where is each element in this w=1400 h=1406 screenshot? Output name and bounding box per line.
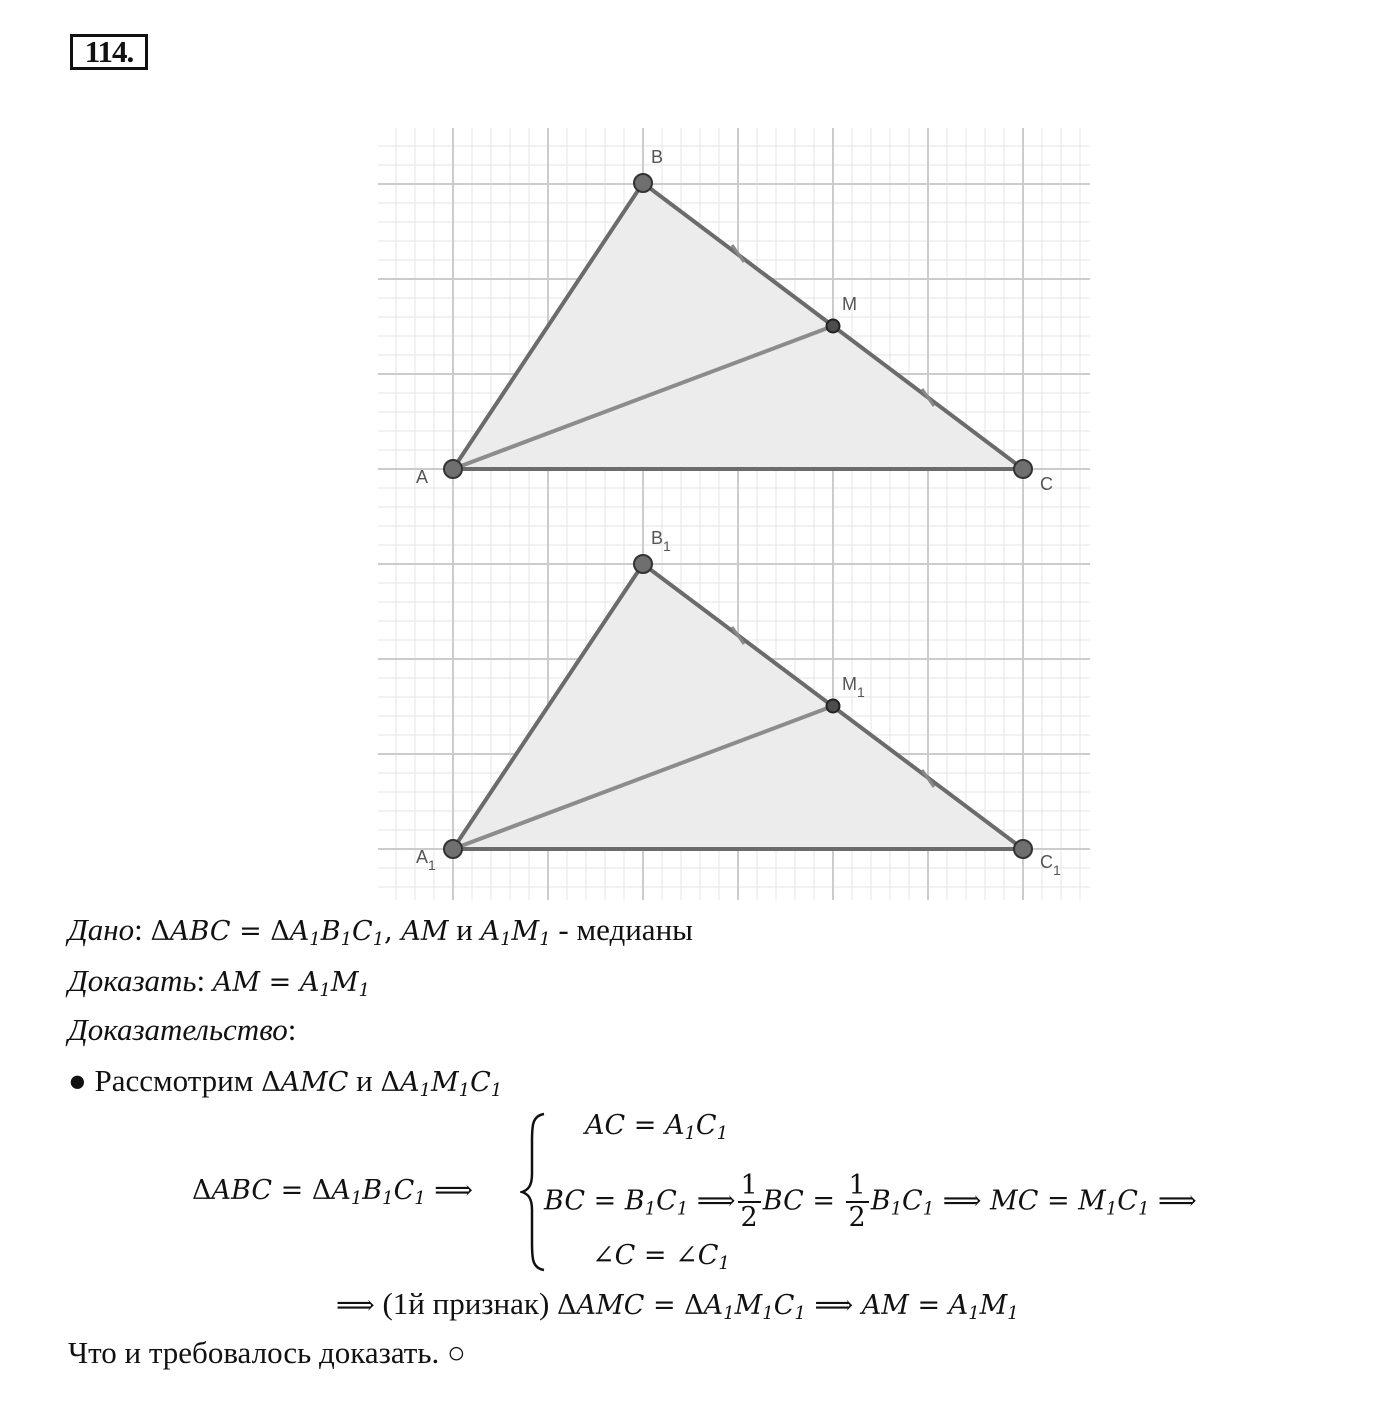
prove-sep: :	[196, 963, 213, 998]
given-sep: :	[134, 912, 151, 947]
triangles-figure	[378, 128, 1094, 904]
given-line: Дано: $\Delta ABC = \Delta A_1B_1C_1$, AM и $A_1M_1$ - медианы	[68, 912, 693, 950]
curly-brace	[520, 1112, 546, 1272]
given-label: Дано	[68, 912, 135, 947]
point-c1	[1014, 840, 1032, 858]
system-row-2: BC = $B_1C_1$ ⟹ $\frac{1}{2}$ BC = $\frac{1}{2}$ $B_1C_1$ ⟹ MC = $M_1C_1$ ⟹	[544, 1170, 1197, 1233]
given-tail: - медианы	[550, 912, 693, 947]
consider-line: ● Рассмотрим ΔAMC и $\Delta A_1M_1C_1$	[68, 1063, 503, 1101]
label-c1: $C_1$	[1040, 852, 1061, 878]
conclusion: Что и требовалось доказать. ○	[68, 1335, 466, 1370]
criterion-line: ⟹ (1й признак) $\Delta AMC = \Delta A_1M_1C_1$ ⟹ AM = $A_1M_1$	[336, 1286, 1019, 1324]
point-m1	[827, 700, 840, 713]
given-and: и	[448, 912, 481, 947]
point-m	[827, 320, 840, 333]
consider-text: Рассмотрим	[86, 1063, 262, 1098]
prove-line	[68, 961, 370, 1003]
label-m1: $M_1$	[842, 674, 865, 700]
point-a	[444, 460, 462, 478]
prove-label: Доказать	[68, 963, 197, 998]
label-m: M	[842, 294, 857, 314]
system-left: $\Delta ABC = \Delta A_1B_1C_1$ ⟹	[192, 1175, 473, 1209]
given-formula: $\Delta ABC = \Delta A_1B_1C_1$, AM	[150, 916, 449, 950]
label-b: B	[651, 147, 664, 167]
label-a1: $A_1$	[416, 847, 436, 873]
point-b1	[634, 555, 652, 573]
proof-sep: :	[287, 1012, 297, 1047]
triangle-abc	[416, 147, 1053, 494]
consider-and: и	[348, 1063, 381, 1098]
problem-number: 114.	[70, 34, 148, 70]
proof-label: Доказательство	[68, 1012, 288, 1047]
criterion-text: (1й признак)	[374, 1286, 558, 1321]
point-a1	[444, 840, 462, 858]
system-row-1: AC = $A_1C_1$	[585, 1110, 729, 1144]
proof-line	[68, 1010, 296, 1050]
point-b	[634, 174, 652, 192]
system-row-3: ∠C = $\angle C_1$	[592, 1240, 730, 1274]
fraction-half-2: $\frac{1}{2}$	[846, 1171, 869, 1233]
label-c: C	[1040, 474, 1053, 494]
label-a: A	[416, 467, 429, 487]
fraction-half: $\frac{1}{2}$	[738, 1171, 761, 1233]
prove-formula: AM = $A_1M_1$	[212, 967, 370, 1001]
point-c	[1014, 460, 1032, 478]
label-b1: $B_1$	[651, 528, 671, 554]
bullet: ●	[68, 1063, 87, 1098]
